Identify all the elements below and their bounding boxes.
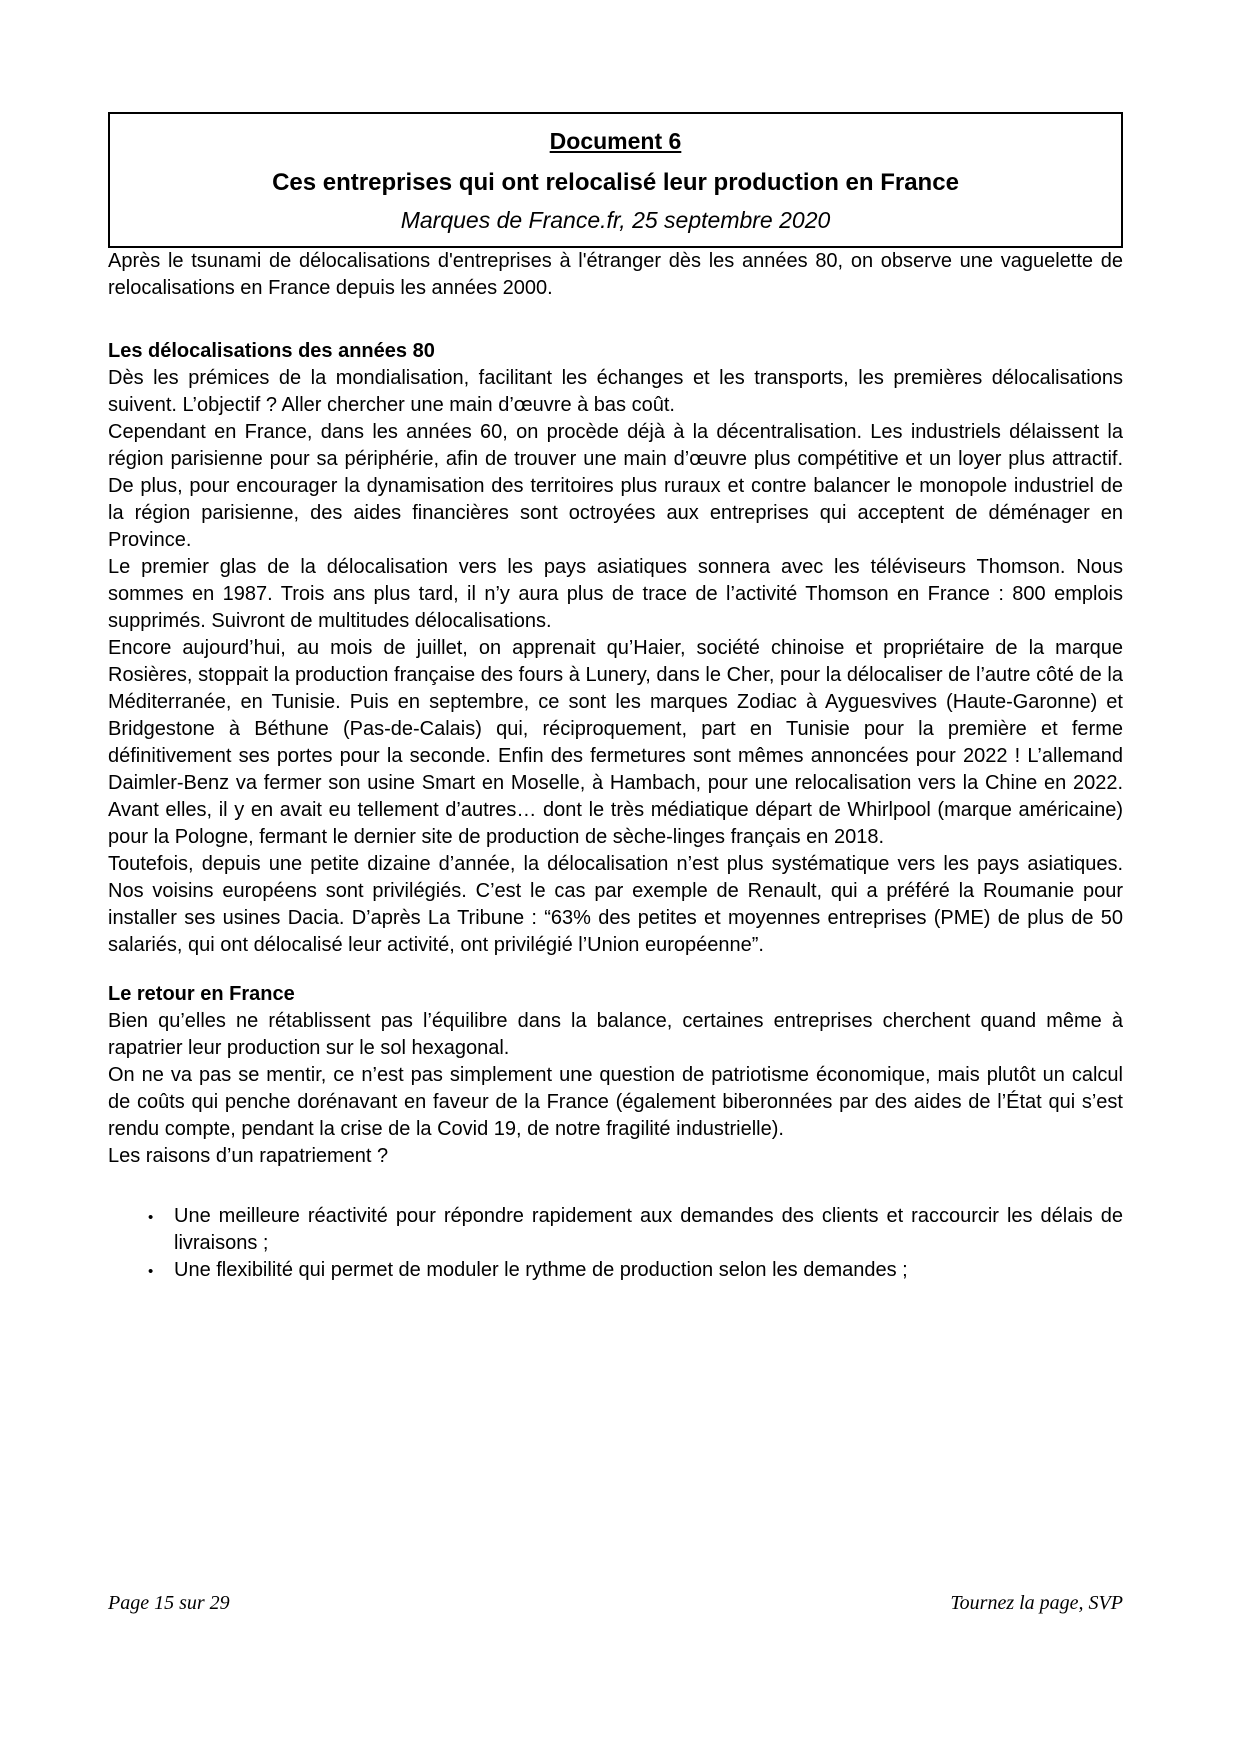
list-item-text: Une flexibilité qui permet de moduler le rythme de production selon les demandes ; xyxy=(174,1259,908,1281)
section-heading-delocalisations: Les délocalisations des années 80 xyxy=(108,340,435,362)
paragraph-premices: Dès les prémices de la mondialisation, facilitant les échanges et les transports, les premières délocalisations suivent. L’objectif ? Aller chercher une main d’œuvre à bas coût. xyxy=(108,367,1123,416)
intro-paragraph: Après le tsunami de délocalisations d'entreprises à l'étranger dès les années 80, on observe une vaguelette de relocalisations en France depuis les années 2000. xyxy=(108,250,1123,299)
paragraph-haier: Encore aujourd’hui, au mois de juillet, on apprenait qu’Haier, société chinoise et propriétaire de la marque Rosières, stoppait la production française des fours à Lunery, dans le Cher, pour la délocaliser de l’autre côté de la Méditerranée, en Tunisie. Puis en septembre, ce sont les marques Zodiac à Ayguesvives (Haute-Garonne) et Bridgestone à Béthune (Pas-de-Calais) qui, réciproquement, part en Tunisie pour la première et ferme définitivement ses portes pour la seconde. Enfin des fermetures sont mêmes annoncées pour 2022 ! L’allemand Daimler-Benz va fermer son usine Smart en Moselle, à Hambach, pour une relocalisation vers la Chine en 2022. Avant elles, il y en avait eu tellement d’autres… dont le très médiatique départ de Whirlpool (marque américaine) pour la Pologne, fermant le dernier site de production de sèche-linges français en 2018. xyxy=(108,637,1123,848)
list-item xyxy=(174,1257,1123,1284)
paragraph-toutefois: Toutefois, depuis une petite dizaine d’année, la délocalisation n’est plus systématique vers les pays asiatiques. Nos voisins européens sont privilégiés. C’est le cas par exemple de Renault, qui a préféré la Roumanie pour installer ses usines Dacia. D’après La Tribune : “63% des petites et moyennes entreprises (PME) de plus de 50 salariés, qui ont délocalisé leur activité, ont privilégié l’Union européenne”. xyxy=(108,853,1123,956)
section-heading-retour: Le retour en France xyxy=(108,983,295,1005)
paragraph-thomson: Le premier glas de la délocalisation vers les pays asiatiques sonnera avec les téléviseurs Thomson. Nous sommes en 1987. Trois ans plus tard, il n’y aura plus de trace de l’activité Thomson en France : 800 emplois supprimés. Suivront de multitudes délocalisations. xyxy=(108,556,1123,632)
document-content xyxy=(0,112,1241,1284)
paragraph-cependant: Cependant en France, dans les années 60, on procède déjà à la décentralisation. Les industriels délaissent la région parisienne pour sa périphérie, afin de trouver une main d’œuvre plus compétitive et un loyer plus attractif. De plus, pour encourager la dynamisation des territoires plus ruraux et contre balancer le monopole industriel de la région parisienne, des aides financières sont octroyées aux entreprises qui acceptent de déménager en Province. xyxy=(108,421,1123,551)
paragraph-bien: Bien qu’elles ne rétablissent pas l’équilibre dans la balance, certaines entreprises cherchent quand même à rapatrier leur production sur le sol hexagonal. xyxy=(108,1010,1123,1059)
page-footer xyxy=(108,1592,1123,1615)
paragraph-raisons: Les raisons d’un rapatriement ? xyxy=(108,1145,389,1167)
list-item xyxy=(174,1203,1123,1257)
reasons-list xyxy=(108,1203,1123,1284)
document-title: Ces entreprises qui ont relocalisé leur production en France xyxy=(272,169,959,196)
turn-page-note: Tournez la page, SVP xyxy=(950,1592,1123,1614)
document-source: Marques de France.fr, 25 septembre 2020 xyxy=(400,207,831,233)
document-number: Document 6 xyxy=(549,128,682,154)
list-item-text: Une meilleure réactivité pour répondre rapidement aux demandes des clients et raccourcir les délais de livraisons ; xyxy=(174,1205,1123,1254)
paragraph-on-ne-va: On ne va pas se mentir, ce n’est pas simplement une question de patriotisme économique, mais plutôt un calcul de coûts qui penche dorénavant en faveur de la France (également biberonnées par des aides de l’État qui s’est rendu compte, pendant la crise de la Covid 19, de notre fragilité industrielle). xyxy=(108,1064,1123,1140)
page-number: Page 15 sur 29 xyxy=(108,1592,230,1614)
document-header-box xyxy=(108,112,1123,248)
